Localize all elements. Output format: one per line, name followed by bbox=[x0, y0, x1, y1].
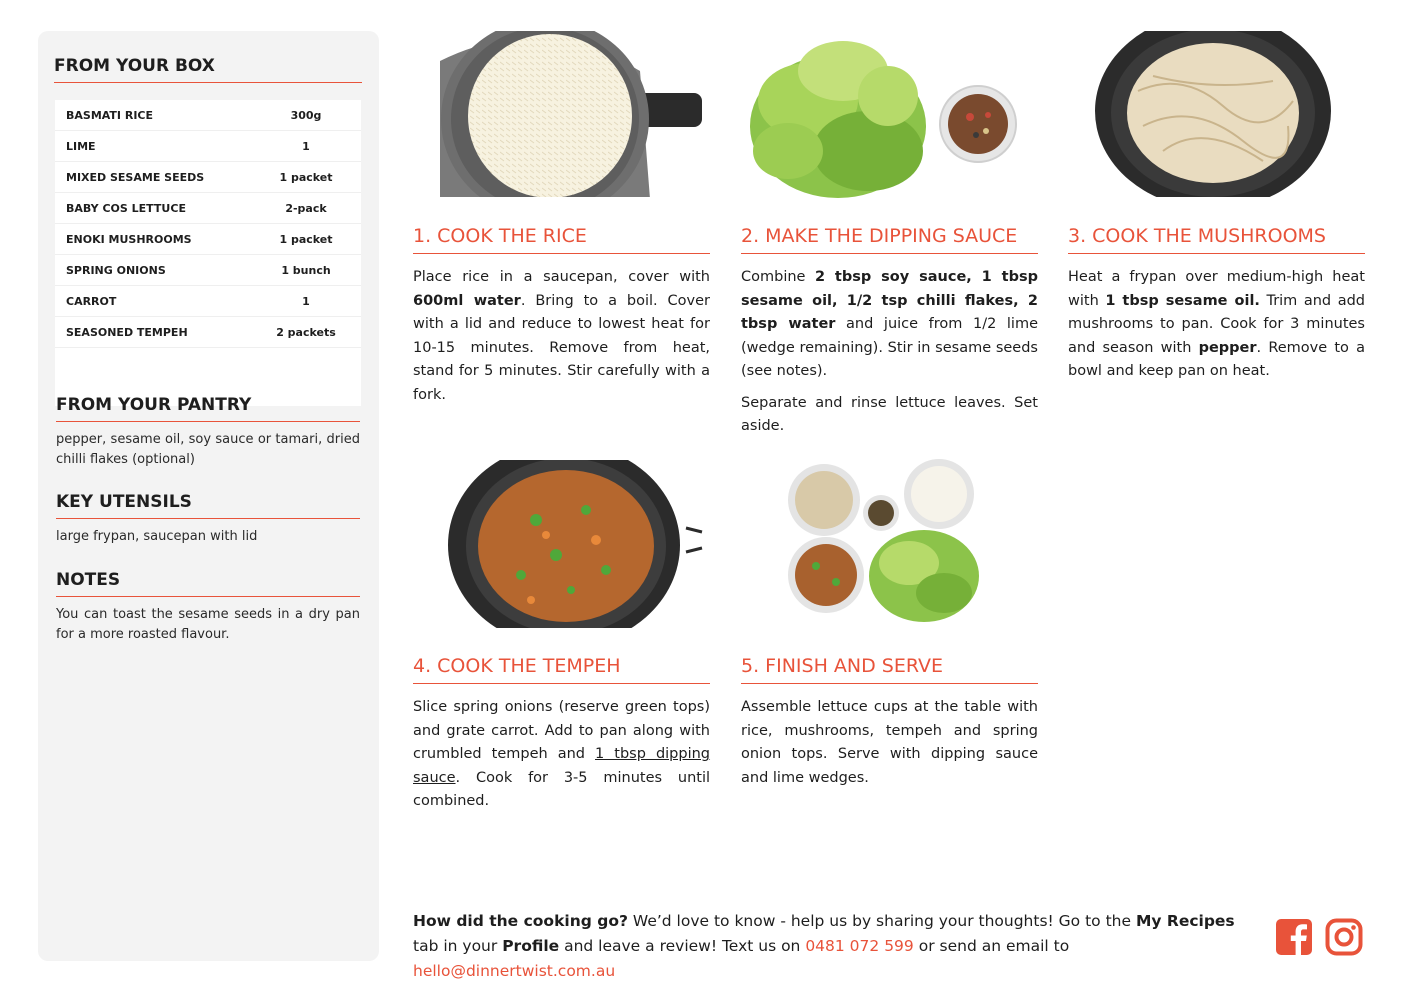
ingredient-qty: 1 bbox=[302, 294, 310, 308]
ingredient-qty: 300g bbox=[290, 108, 322, 122]
footer-my-recipes: My Recipes bbox=[1135, 912, 1235, 930]
step-4-title: 4. COOK THE TEMPEH bbox=[413, 655, 710, 684]
footer-text-3: and leave a review! Text us on bbox=[559, 937, 806, 955]
step-1-text bbox=[413, 266, 710, 407]
ingredient-row bbox=[55, 100, 361, 131]
step-1 bbox=[413, 225, 710, 407]
utensils-text: large frypan, saucepan with lid bbox=[56, 529, 258, 544]
body-text: Trim and add mushrooms to pan. Cook for 3 minutes and season with bbox=[1068, 292, 1365, 356]
ingredient-qty: 1 bbox=[302, 139, 310, 153]
body-text: . Bring to a boil. Cover with a lid and reduce to lowest heat for 10-15 minutes. Remove from heat, stand for 5 minutes. Stir carefully with a fork. bbox=[413, 292, 710, 403]
rice-pan-image bbox=[440, 31, 702, 199]
ingredient-name: SPRING ONIONS bbox=[66, 263, 166, 277]
ingredient-row bbox=[55, 286, 361, 317]
step-5 bbox=[741, 655, 1038, 790]
ingredient-qty: 2-pack bbox=[285, 201, 327, 215]
step-2-text bbox=[741, 266, 1038, 439]
step-2 bbox=[741, 225, 1038, 439]
body-text: Combine bbox=[741, 269, 815, 285]
body-text: Heat a frypan over medium-high heat with bbox=[1068, 269, 1365, 309]
notes-title: NOTES bbox=[56, 570, 360, 597]
step-3-title: 3. COOK THE MUSHROOMS bbox=[1068, 225, 1365, 254]
ingredient-qty: 1 bunch bbox=[281, 263, 331, 277]
pantry-text: pepper, sesame oil, soy sauce or tamari, dried chilli flakes (optional) bbox=[56, 432, 360, 467]
ingredient-row bbox=[55, 162, 361, 193]
ingredient-row bbox=[55, 131, 361, 162]
step-2-text-extra: Separate and rinse lettuce leaves. Set aside. bbox=[741, 394, 1038, 434]
bold-text: 2 tbsp soy sauce, 1 tbsp sesame oil, 1/2 tsp chilli flakes, 2 tbsp water bbox=[741, 269, 1039, 332]
ingredient-name: BABY COS LETTUCE bbox=[66, 201, 186, 215]
step-3-text bbox=[1068, 266, 1365, 384]
body-text: Slice spring onions (reserve green tops) and grate carrot. Add to pan along with crumbled tempeh and bbox=[413, 699, 710, 762]
ingredient-row bbox=[55, 193, 361, 224]
body-text: Place rice in a saucepan, cover with bbox=[413, 269, 710, 285]
underlined-text: 1 tbsp dipping sauce bbox=[413, 746, 711, 786]
ingredient-row bbox=[55, 255, 361, 286]
ingredients-table bbox=[55, 100, 361, 406]
body-text: Assemble lettuce cups at the table with rice, mushrooms, tempeh and spring onion tops. Serve with dipping sauce and lime wedges. bbox=[741, 699, 1038, 786]
step-4-text bbox=[413, 696, 710, 814]
review-footer bbox=[413, 909, 1263, 984]
tempeh-pan-image bbox=[446, 460, 704, 630]
ingredient-name: CARROT bbox=[66, 294, 117, 308]
notes-text: You can toast the sesame seeds in a dry pan for a more roasted flavour. bbox=[56, 607, 360, 642]
ingredients-sidebar bbox=[38, 31, 379, 961]
ingredient-name: SEASONED TEMPEH bbox=[66, 325, 188, 339]
ingredient-name: ENOKI MUSHROOMS bbox=[66, 232, 192, 246]
footer-question: How did the cooking go? bbox=[413, 912, 628, 930]
footer-text-4: or send an email to bbox=[913, 937, 1070, 955]
footer-text-1: We’d love to know - help us by sharing your thoughts! Go to the bbox=[627, 912, 1136, 930]
instagram-icon[interactable] bbox=[1325, 918, 1363, 956]
step-2-title: 2. MAKE THE DIPPING SAUCE bbox=[741, 225, 1038, 254]
ingredient-qty: 2 packets bbox=[276, 325, 336, 339]
ingredient-qty: 1 packet bbox=[279, 232, 333, 246]
utensils-section bbox=[56, 492, 360, 547]
ingredient-row bbox=[55, 317, 361, 348]
ingredient-name: BASMATI RICE bbox=[66, 108, 154, 122]
bold-text: 1 tbsp sesame oil. bbox=[1105, 292, 1260, 309]
step-1-title: 1. COOK THE RICE bbox=[413, 225, 710, 254]
mushrooms-pan-image bbox=[1093, 31, 1333, 199]
from-your-box-title: FROM YOUR BOX bbox=[54, 56, 362, 83]
utensils-title: KEY UTENSILS bbox=[56, 492, 360, 519]
footer-text-2: tab in your bbox=[413, 937, 503, 955]
body-text: and juice from 1/2 lime (wedge remaining). Stir in sesame seeds (see notes). bbox=[741, 316, 1038, 379]
body-text: . Remove to a bowl and keep pan on heat. bbox=[1068, 339, 1365, 379]
serving-bowls-image bbox=[784, 458, 984, 630]
bold-text: 600ml water bbox=[413, 292, 521, 309]
facebook-icon[interactable] bbox=[1275, 918, 1313, 956]
bold-text: pepper bbox=[1198, 339, 1257, 356]
ingredient-name: MIXED SESAME SEEDS bbox=[66, 170, 205, 184]
ingredient-name: LIME bbox=[66, 139, 96, 153]
footer-profile: Profile bbox=[502, 937, 560, 955]
step-4 bbox=[413, 655, 710, 814]
email-link[interactable]: hello@dinnertwist.com.au bbox=[413, 962, 616, 980]
pantry-title: FROM YOUR PANTRY bbox=[56, 395, 360, 422]
body-text: . Cook for 3-5 minutes until combined. bbox=[413, 769, 710, 809]
phone-link[interactable]: 0481 072 599 bbox=[805, 937, 914, 955]
step-5-title: 5. FINISH AND SERVE bbox=[741, 655, 1038, 684]
notes-section bbox=[56, 570, 360, 645]
step-3 bbox=[1068, 225, 1365, 384]
pantry-section bbox=[56, 395, 360, 470]
ingredient-qty: 1 packet bbox=[279, 170, 333, 184]
lettuce-sauce-image bbox=[748, 31, 1023, 201]
step-5-text bbox=[741, 696, 1038, 790]
ingredient-row bbox=[55, 224, 361, 255]
